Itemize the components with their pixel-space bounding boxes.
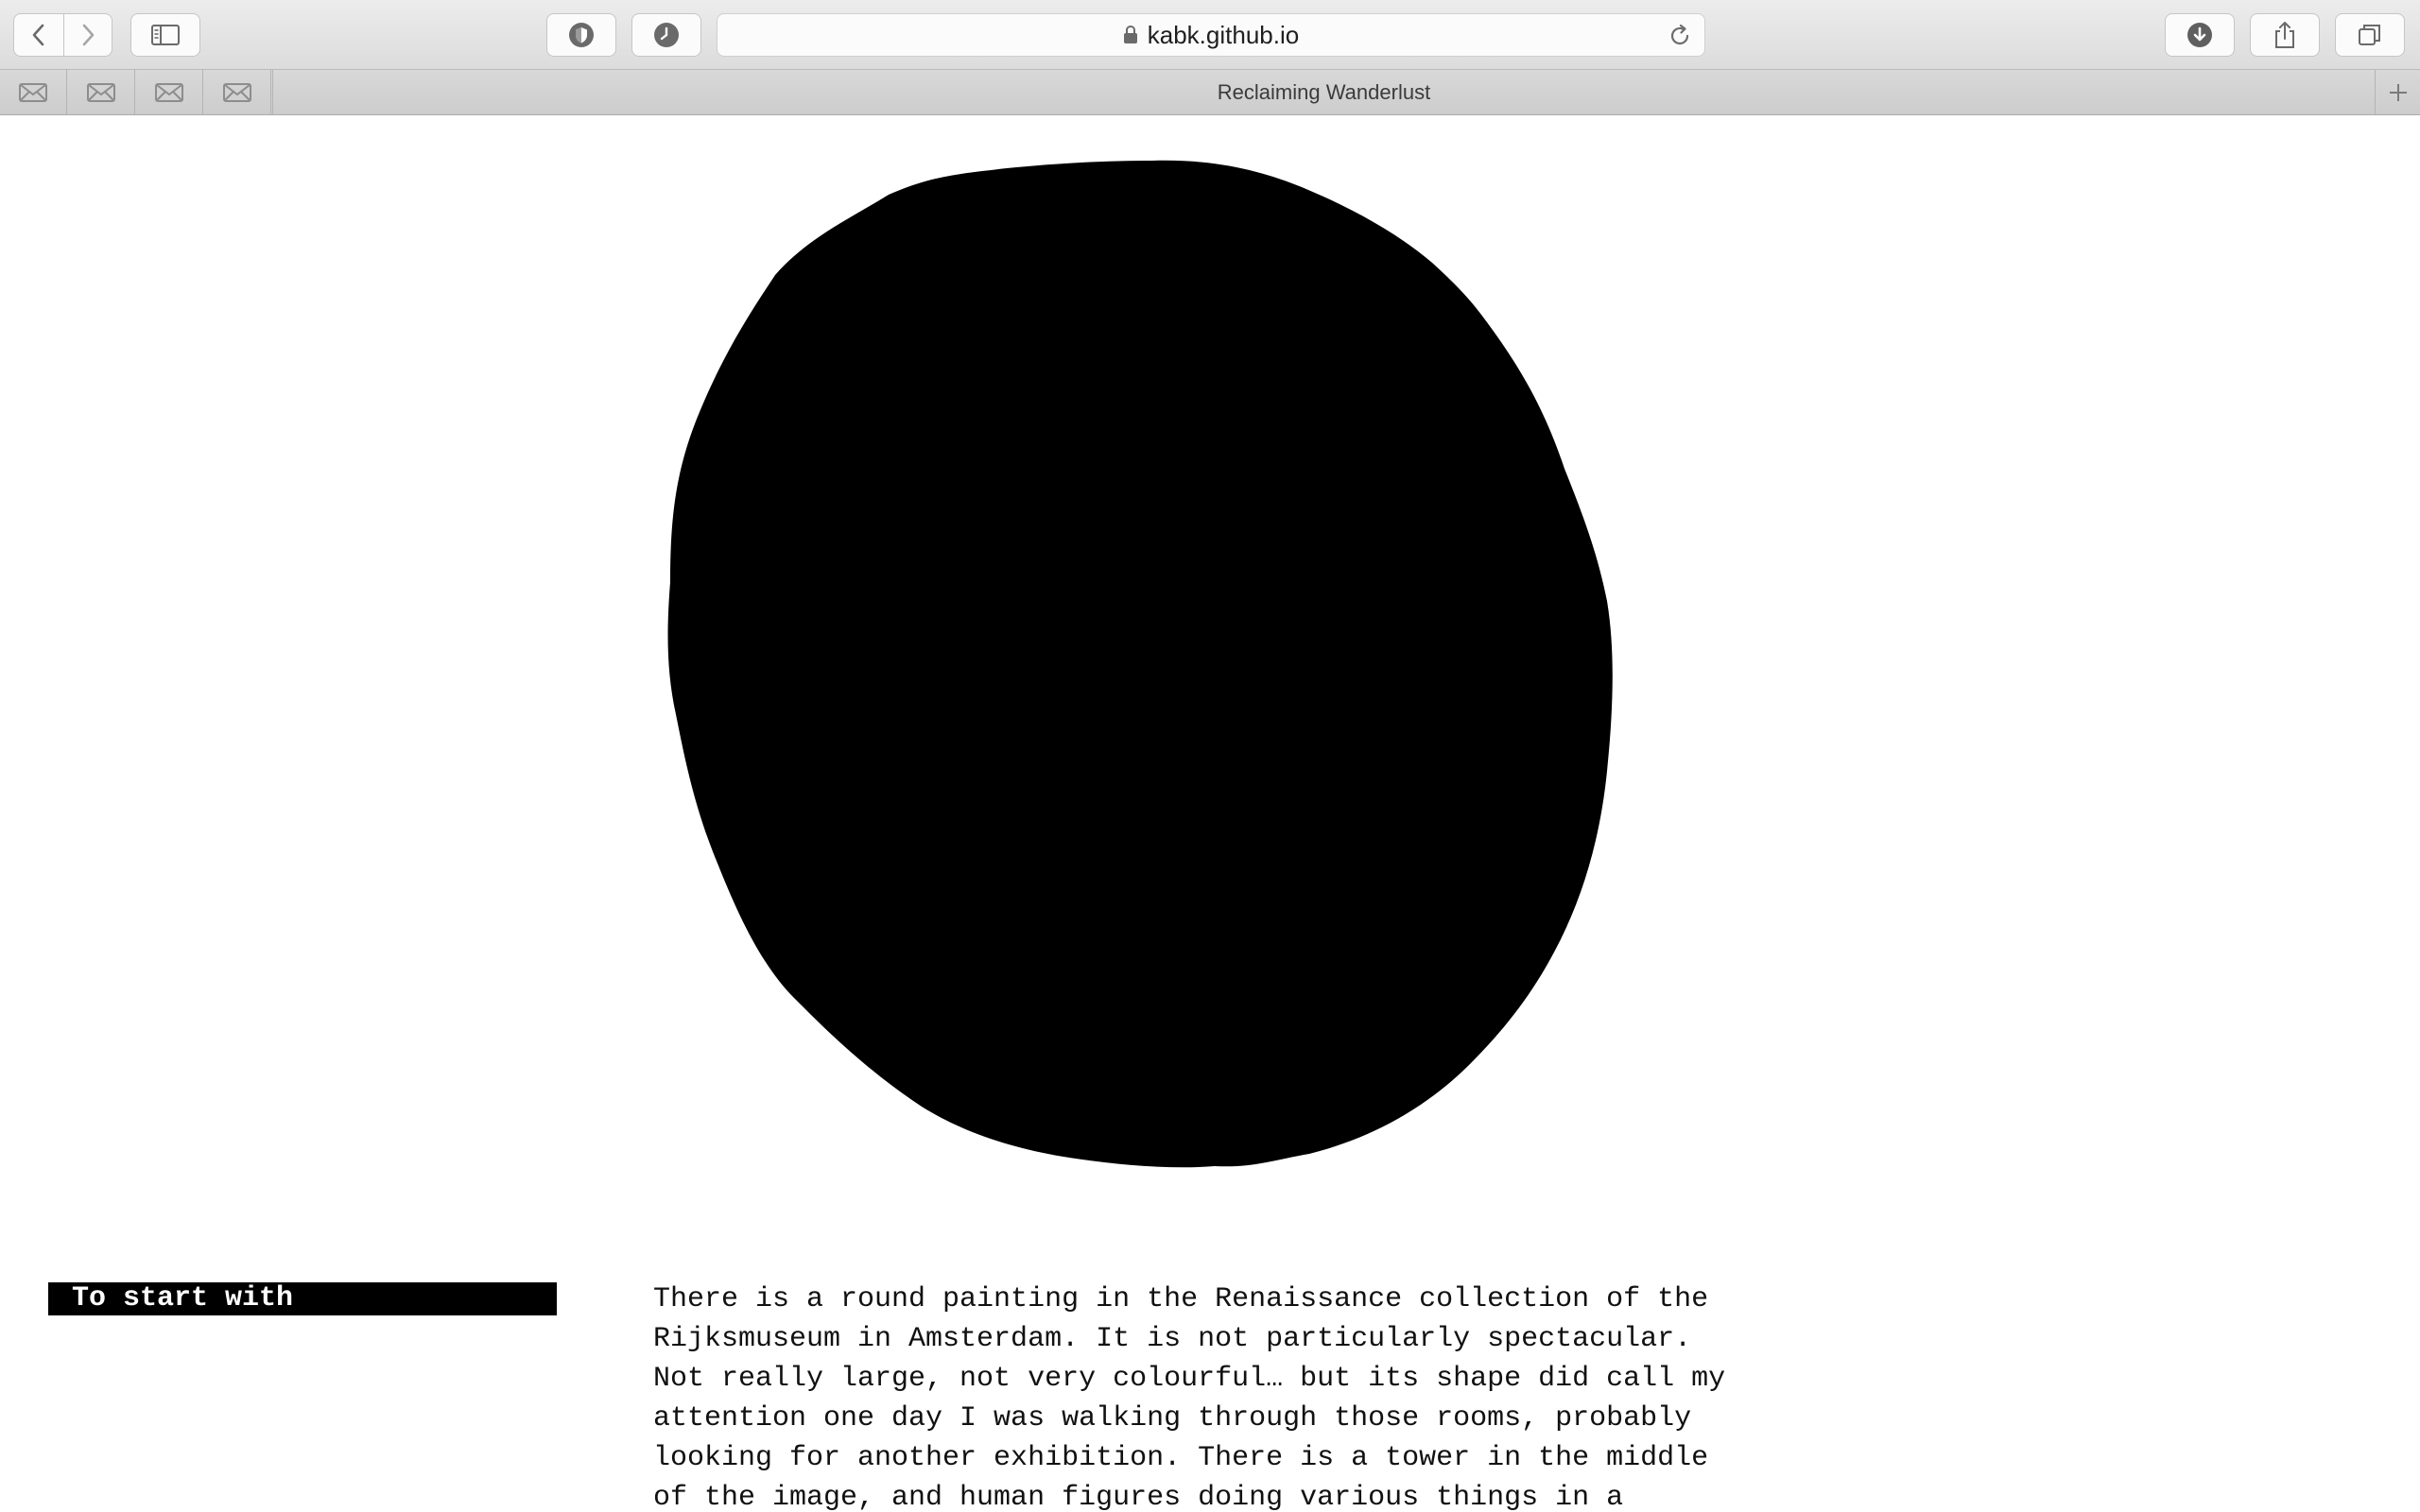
history-button[interactable] [631,13,701,57]
mail-icon [18,81,48,104]
tab-active[interactable] [272,70,2375,114]
browser-toolbar [0,0,2420,70]
download-icon [2186,21,2214,49]
forward-button[interactable] [63,13,112,57]
chevron-left-icon [29,22,48,48]
back-button[interactable] [13,13,64,57]
pinned-tab-3[interactable] [136,70,203,114]
share-icon [2273,20,2297,50]
section-label: To start with [48,1282,557,1315]
mail-icon [222,81,252,104]
sidebar-icon [150,24,181,46]
downloads-button[interactable] [2165,13,2235,57]
reload-icon[interactable] [1667,23,1693,49]
url-text: kabk.github.io [1147,20,1300,49]
clock-icon [652,21,681,49]
shield-icon [567,21,596,49]
tab-bar [0,70,2420,115]
chevron-right-icon [78,22,97,48]
web-page [0,115,2420,1512]
black-circle-shape [666,157,1634,1168]
mail-icon [154,81,184,104]
pinned-tab-4[interactable] [204,70,271,114]
body-paragraph: There is a round painting in the Renaissance collection of the Rijksmuseum in Amsterdam. It is not particularly spectacular. Not really large, not very colourful… but its shape did call my attention one day I was walking through those rooms, probably looking for another exhibition. There is a tower in the middle of the image, and human figures doing various things in a [653,1283,1726,1512]
share-button[interactable] [2250,13,2320,57]
privacy-report-button[interactable] [546,13,616,57]
mail-icon [86,81,116,104]
sidebar-button[interactable] [130,13,200,57]
pinned-tab-1[interactable] [0,70,67,114]
plus-icon [2387,81,2410,104]
address-bar[interactable] [717,13,1705,57]
new-tab-button[interactable] [2375,70,2420,114]
pinned-tab-2[interactable] [68,70,135,114]
tab-overview-button[interactable] [2335,13,2405,57]
lock-icon [1123,25,1138,45]
tabs-icon [2357,22,2383,48]
tab-title: Reclaiming Wanderlust [1217,79,1431,104]
